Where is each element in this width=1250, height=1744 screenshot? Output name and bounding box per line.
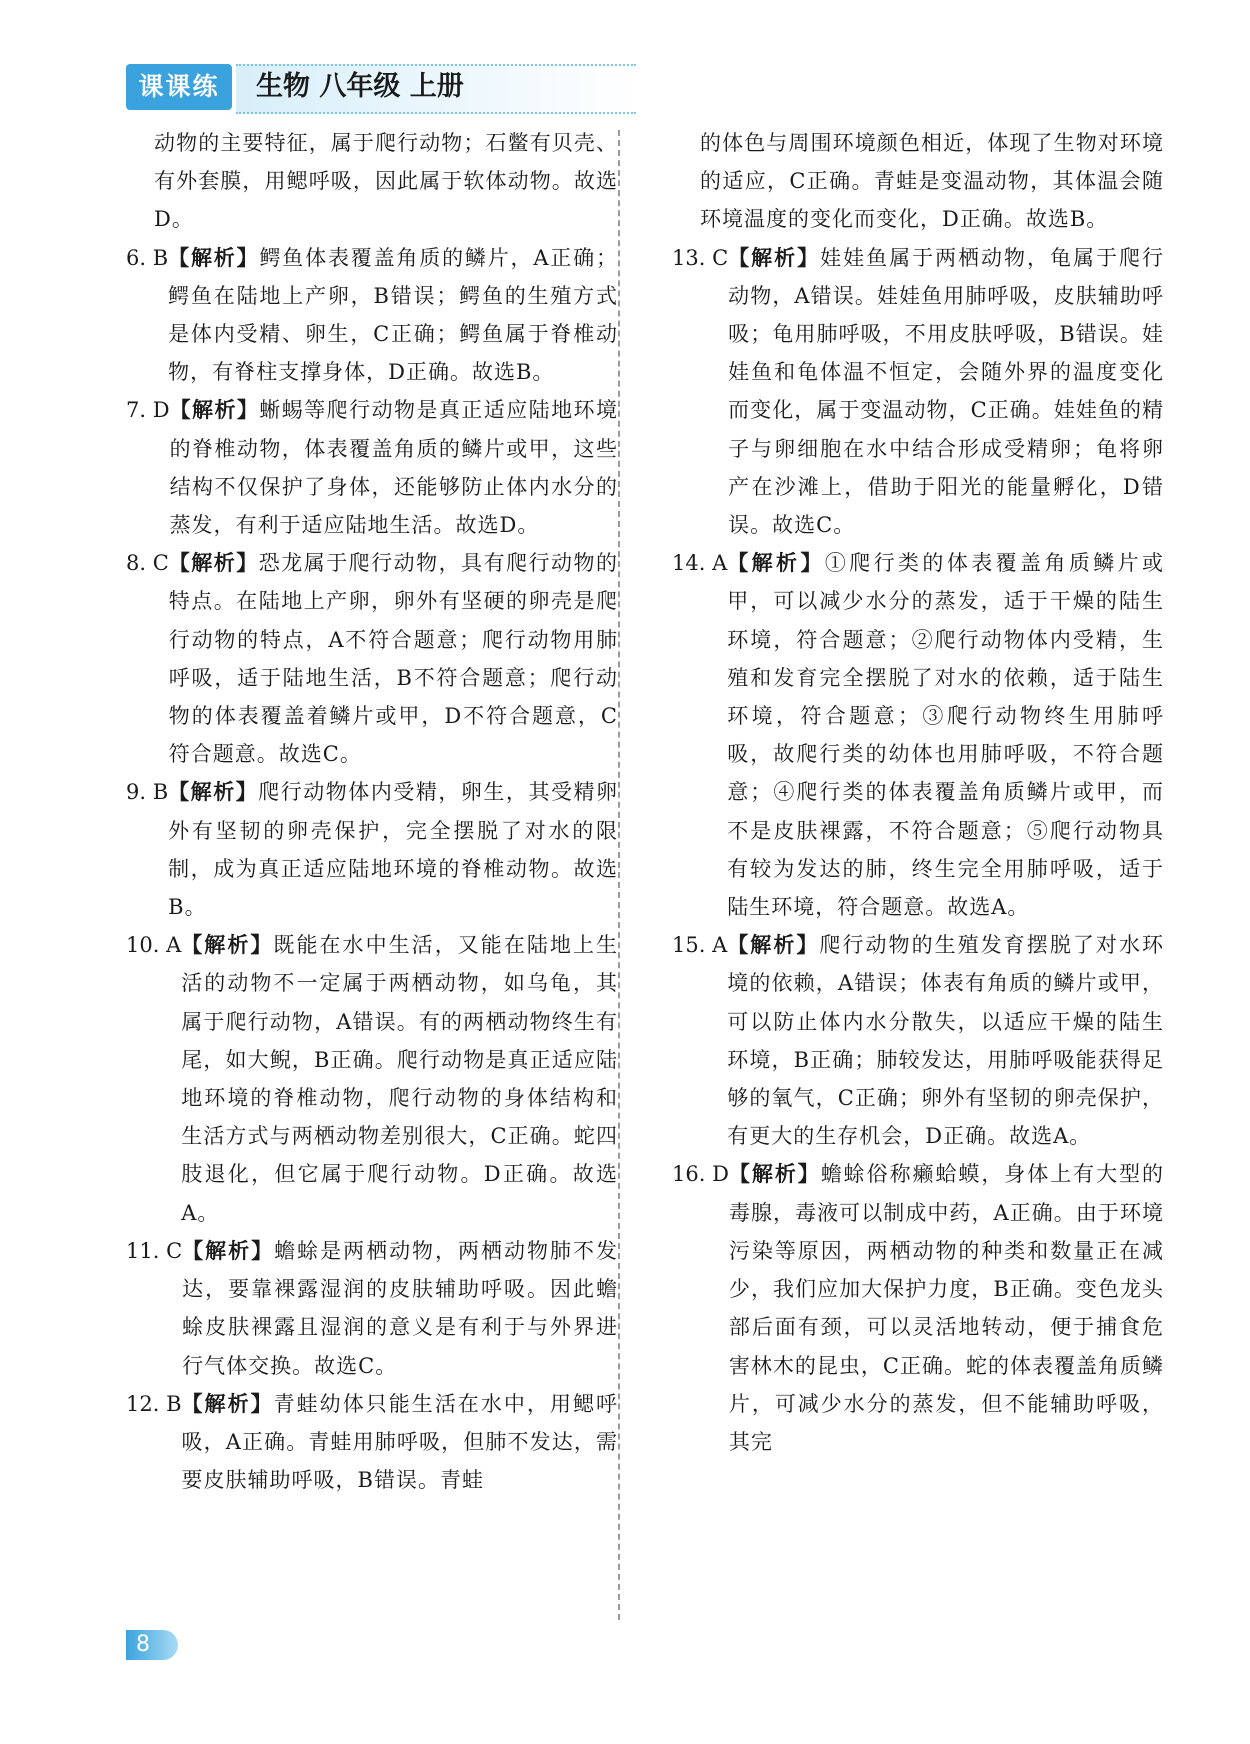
answer-body: 爬行动物体内受精，卵生，其受精卵外有坚韧的卵壳保护，完全摆脱了对水的限制，成为真正适应陆地环境的脊椎动物。故选B。 (168, 780, 619, 920)
analysis-tag: 【解析】 (727, 551, 825, 576)
answer-item-11 (126, 1232, 618, 1385)
answer-body: 青蛙幼体只能生活在水中，用鳃呼吸，A正确。青蛙用肺呼吸，但肺不发达，需要皮肤辅助呼吸，B错误。青蛙 (181, 1391, 619, 1493)
analysis-tag: 【解析】 (168, 780, 259, 805)
answer-text (727, 544, 1164, 926)
answer-body: 爬行动物的生殖发育摆脱了对水环境的依赖，A错误；体表有角质的鳞片或甲，可以防止体内水分散失，以适应干燥的陆生环境，B正确；肺较发达，用肺呼吸能获得足够的氧气，C正确；卵外有坚韧的卵壳保护，有更大的生存机会，D正确。故选A。 (727, 933, 1165, 1149)
answer-item-6 (126, 239, 618, 392)
answer-body: 鳄鱼体表覆盖角质的鳞片，A正确；鳄鱼在陆地上产卵，B错误；鳄鱼的生殖方式是体内受精、卵生，C正确；鳄鱼属于脊椎动物，有脊柱支撑身体，D正确。故选B。 (168, 245, 619, 385)
answer-item-14 (672, 544, 1164, 926)
answer-body: ①爬行类的体表覆盖角质鳞片或甲，可以减少水分的蒸发，适于干燥的陆生环境，符合题意；②爬行动物体内受精，生殖和发育完全摆脱了对水的依赖，适于陆生环境，符合题意；③爬行动物终生用肺呼吸，故爬行类的幼体也用肺呼吸，不符合题意；④爬行类的体表覆盖角质鳞片或甲，而不是皮肤裸露，不符合题意；⑤爬行动物具有较为发达的肺，终生完全用肺呼吸，适于陆生环境，符合题意。故选A。 (727, 551, 1165, 920)
answer-number: 15. A (672, 933, 728, 958)
answer-body: 娃娃鱼属于两栖动物，龟属于爬行动物，A错误。娃娃鱼用肺呼吸，皮肤辅助呼吸；龟用肺呼吸，不用皮肤呼吸，B错误。娃娃鱼和龟体温不恒定，会随外界的温度变化而变化，属于变温动物，C正确。娃娃鱼的精子与卵细胞在水中结合形成受精卵；龟将卵产在沙滩上，借助于阳光的能量孵化，D错误。故选C。 (728, 245, 1164, 538)
analysis-tag: 【解析】 (168, 245, 260, 270)
answer-item-15 (672, 926, 1164, 1155)
column-divider (618, 130, 620, 1620)
answer-text (182, 1385, 618, 1500)
analysis-tag: 【解析】 (728, 245, 821, 270)
left-column (126, 124, 618, 1499)
right-intro: 的体色与周围环境颜色相近，体现了生物对环境的适应，C正确。青蛙是变温动物，其体温会随环境温度的变化而变化，D正确。故选B。 (700, 131, 1164, 232)
answer-item-13 (672, 239, 1164, 545)
answer-body: 恐龙属于爬行动物，具有爬行动物的特点。在陆地上产卵，卵外有坚硬的卵壳是爬行动物的特点，A不符合题意；爬行动物用肺呼吸，适于陆地生活，B不符合题意；爬行动物的体表覆盖着鳞片或甲，D不符合题意，C符合题意。故选C。 (168, 551, 619, 767)
answer-number: 14. A (672, 551, 728, 576)
answer-number: 8. C (126, 551, 169, 576)
subject-title: 生物 八年级 上册 (256, 71, 464, 102)
left-intro: 动物的主要特征，属于爬行动物；石鳖有贝壳、有外套膜，用鳃呼吸，因此属于软体动物。故选D。 (154, 131, 618, 232)
answer-number: 6. B (126, 245, 169, 270)
analysis-tag: 【解析】 (181, 1391, 274, 1416)
brand-label: 课课练 (126, 64, 232, 110)
analysis-tag: 【解析】 (728, 1162, 821, 1187)
answer-item-9 (126, 773, 618, 926)
page-number: 8 (126, 1630, 178, 1660)
answer-body: 蟾蜍是两栖动物，两栖动物肺不发达，要靠裸露湿润的皮肤辅助呼吸。因此蟾蜍皮肤裸露且湿润的意义是有利于与外界进行气体交换。故选C。 (182, 1238, 618, 1378)
answer-number: 13. C (672, 245, 729, 270)
analysis-tag: 【解析】 (182, 1238, 275, 1263)
answer-number: 9. B (126, 780, 169, 805)
answer-text (168, 239, 618, 392)
answer-text (169, 544, 618, 773)
answer-item-10 (126, 926, 618, 1232)
answer-item-12 (126, 1385, 618, 1500)
analysis-tag: 【解析】 (727, 933, 820, 958)
answer-body: 既能在水中生活，又能在陆地上生活的动物不一定属于两栖动物，如乌龟，其属于爬行动物，A错误。有的两栖动物终生有尾，如大鲵，B正确。爬行动物是真正适应陆地环境的脊椎动物，爬行动物的身体结构和生活方式与两栖动物差别很大，C正确。蛇四肢退化，但它属于爬行动物。D正确。故选A。 (181, 933, 619, 1225)
answer-text (182, 1232, 618, 1385)
answer-item-16 (672, 1155, 1164, 1461)
answer-number: 7. D (126, 398, 170, 423)
answer-number: 12. B (126, 1391, 182, 1416)
answer-item-8 (126, 544, 618, 773)
analysis-tag: 【解析】 (169, 398, 260, 423)
answer-item-7 (126, 391, 618, 544)
analysis-tag: 【解析】 (168, 551, 259, 576)
answer-body: 蜥蜴等爬行动物是真正适应陆地环境的脊椎动物，体表覆盖角质的鳞片或甲，这些结构不仅保护了身体，还能够防止体内水分的蒸发，有利于适应陆地生活。故选D。 (169, 398, 619, 538)
answer-body: 蟾蜍俗称癞蛤蟆，身体上有大型的毒腺，毒液可以制成中药，A正确。由于环境污染等原因，两栖动物的种类和数量正在减少，我们应加大保护力度，B正确。变色龙头部后面有颈，可以灵活地转动，便于捕食危害林木的昆虫，C正确。蛇的体表覆盖角质鳞片，可减少水分的蒸发，但不能辅助呼吸，其完 (728, 1162, 1165, 1454)
answer-text (727, 926, 1164, 1155)
answer-text (181, 926, 618, 1232)
page-header (126, 60, 526, 116)
right-column (672, 124, 1164, 1461)
answer-number: 11. C (126, 1238, 183, 1263)
answer-number: 16. D (672, 1162, 729, 1187)
answer-text (728, 239, 1164, 545)
answer-text (729, 1155, 1164, 1461)
answer-text (170, 391, 618, 544)
answer-number: 10. A (126, 933, 182, 958)
analysis-tag: 【解析】 (181, 933, 274, 958)
answer-text (168, 773, 618, 926)
